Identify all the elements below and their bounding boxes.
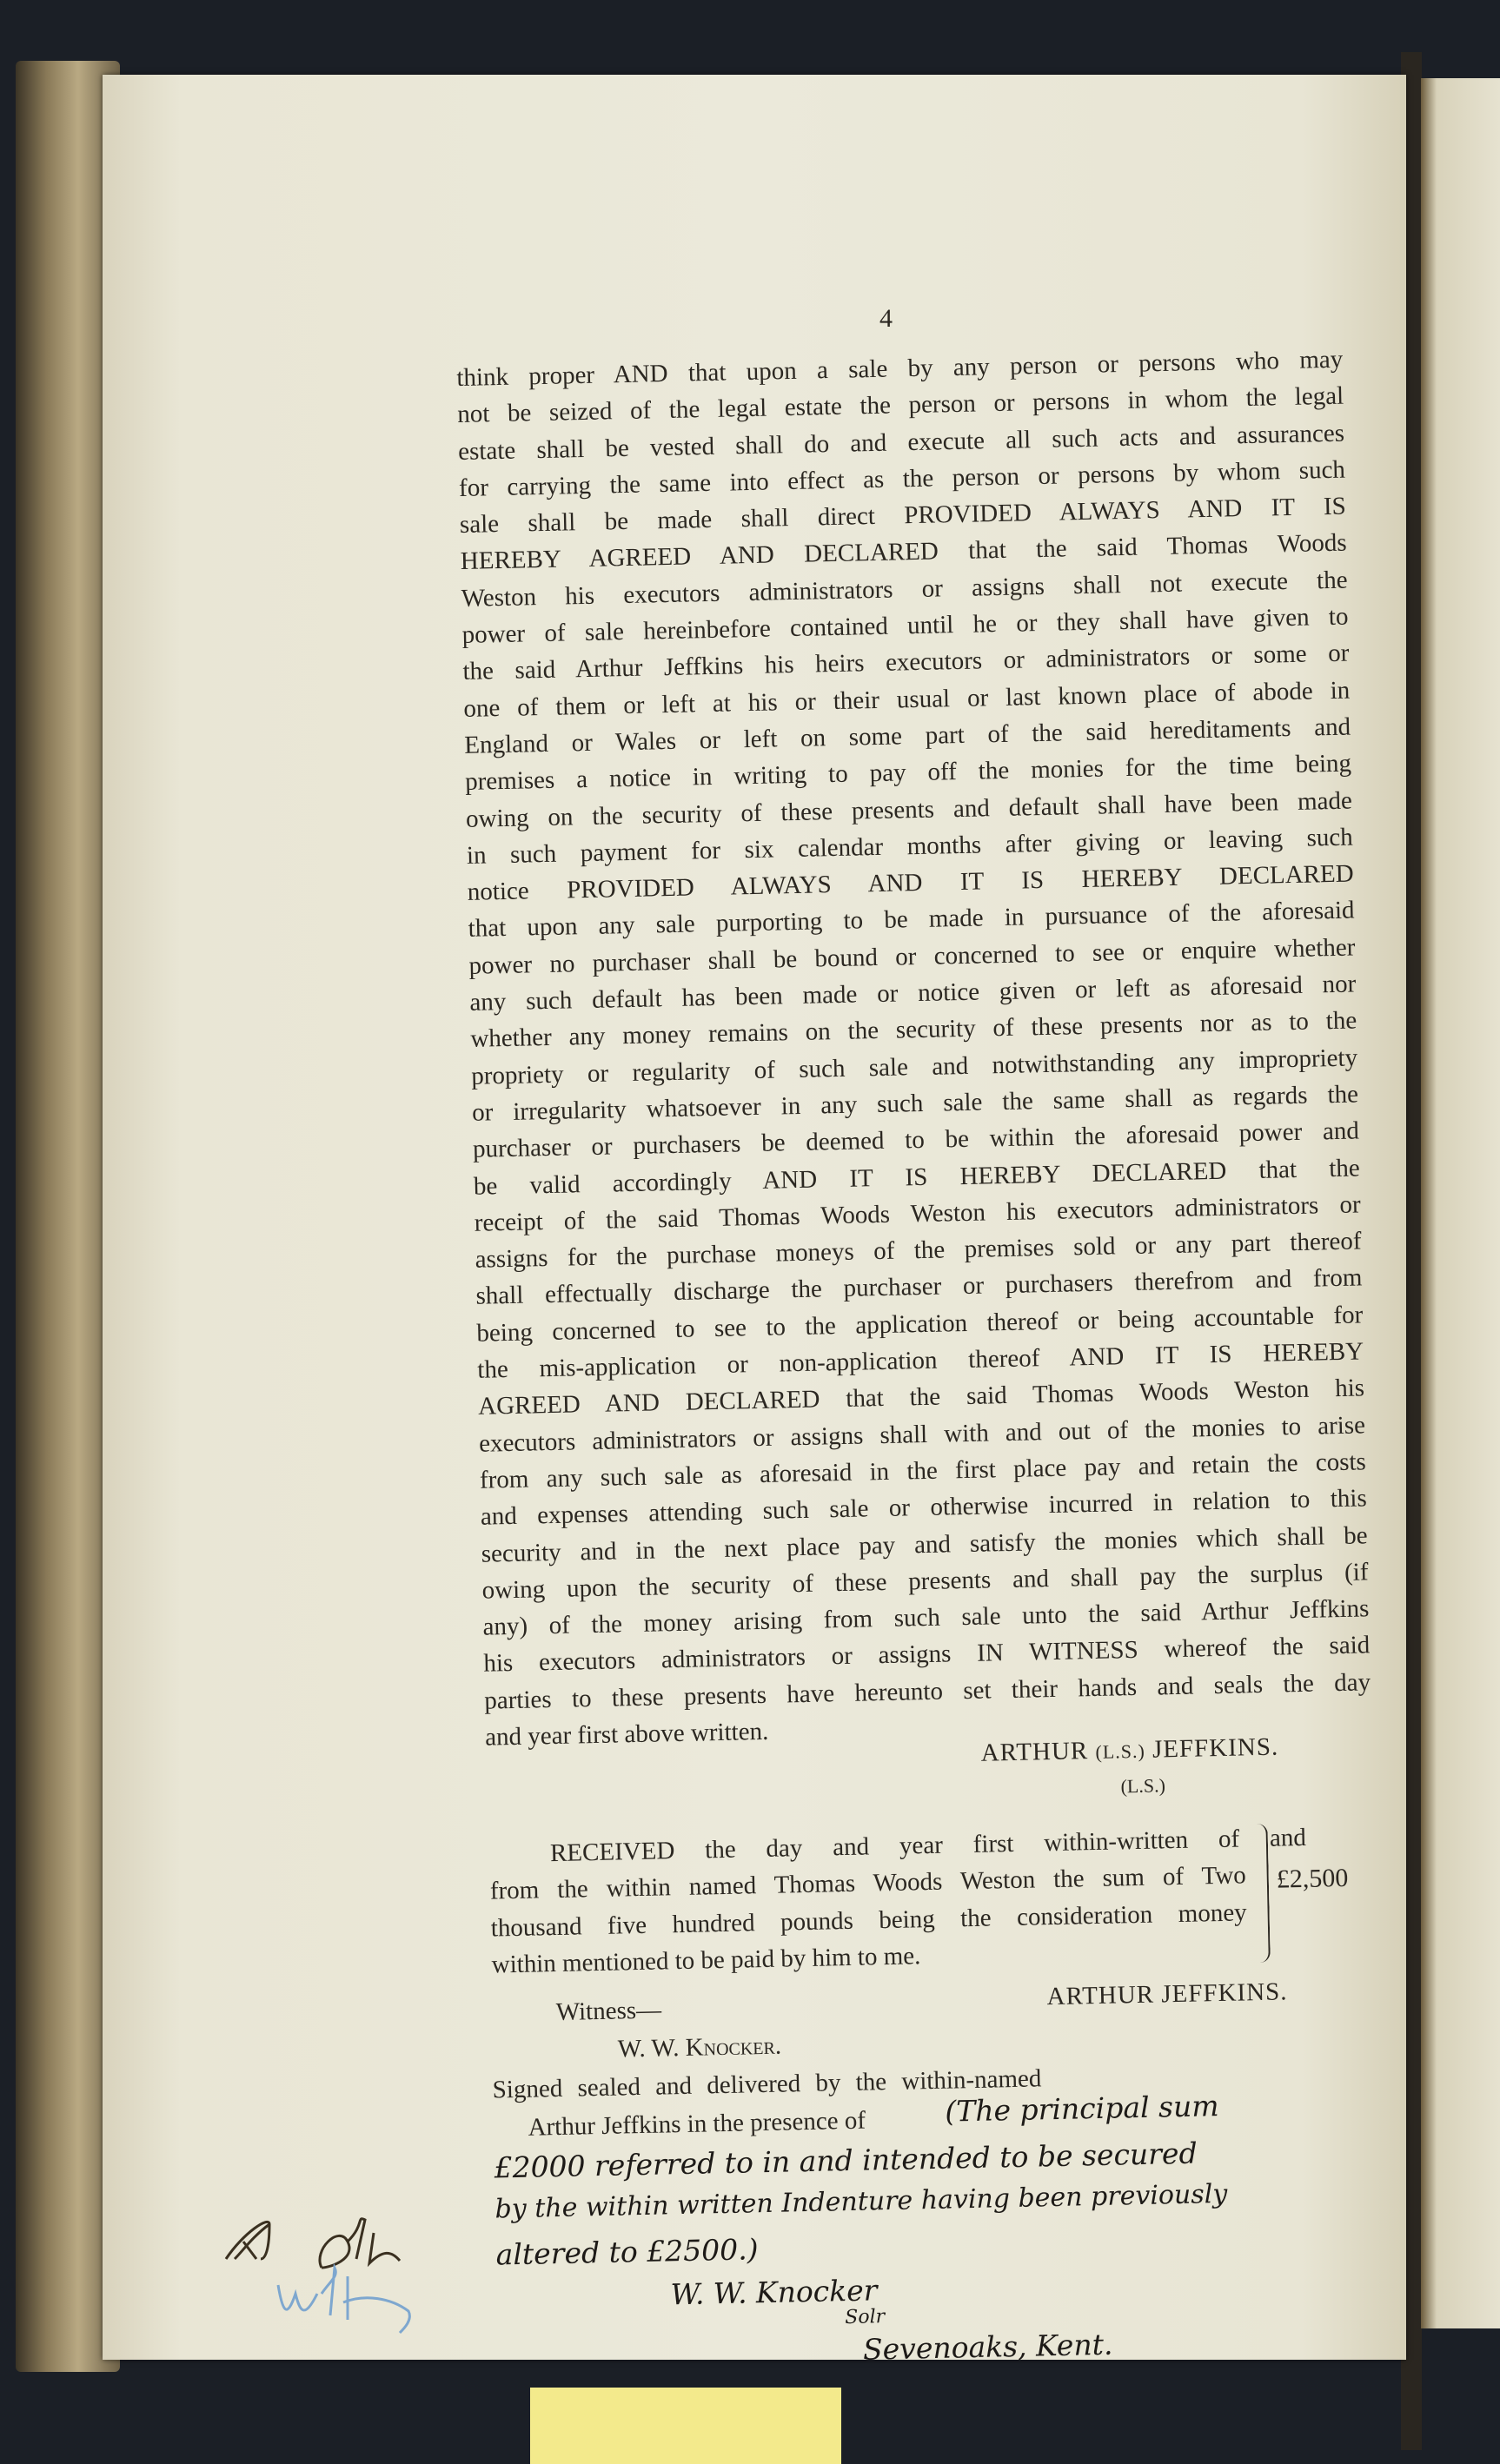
body-paragraph [456,341,1371,1756]
blue-ink-initials-icon [278,2268,409,2333]
witness-label: Witness— [555,1996,662,2027]
text-line: estate shall be vested shall do and execute all such acts and assurances [457,419,1345,466]
text-line: premises a notice in writing to pay off the monies for the time being [464,749,1352,797]
text-line: the said Arthur Jeffkins his heirs executors or administrators or some or [462,639,1350,686]
text-line: RECEIVED the day and year first within-written of and [549,1823,1307,1868]
text-line: any such default has been made or notice given or left as aforesaid nor [469,970,1357,1017]
deed-body [456,341,1371,2367]
text-line: from the within named Thomas Woods Weston the sum of Two [489,1861,1247,1905]
text-line: and year first above written. [484,1717,769,1752]
text-line: owing on the security of these presents and default shall have been made [465,786,1353,833]
page-number: 4 [879,304,893,333]
sticky-note [530,2388,841,2464]
handwritten-place: Sevenoaks, Kent. [862,2327,1113,2367]
adjacent-page-edge [1421,78,1500,2328]
witness-name: W. W. Knocker. [617,2031,782,2063]
text-line: and expenses attending such sale or otherwise incurred in relation to this [480,1484,1368,1531]
text-line: Weston his executors administrators or assigns shall not execute the [461,566,1348,613]
text-line: be valid accordingly AND IT IS HEREBY DECLARED that the [473,1153,1361,1201]
text-line: HEREBY AGREED AND DECLARED that the said Thomas Woods [460,529,1347,576]
handwritten-note-line-4: altered to £2500.) [495,2232,759,2272]
text-line: power of sale hereinbefore contained until he or they shall have given to [461,602,1349,650]
signatory-last-name: JEFFKINS. [1152,1732,1279,1764]
text-line: owing upon the security of these presents and shall pay the surplus (if [481,1558,1369,1605]
text-line: propriety or regularity of such sale and notwithstanding any impropriety [470,1043,1358,1090]
text-line: one of them or left at his or their usual or last known place of abode in [463,676,1351,723]
text-line: notice PROVIDED ALWAYS AND IT IS HEREBY DECLARED [467,859,1354,907]
signatory-first-name: ARTHUR [980,1737,1089,1767]
text-line: or irregularity whatsoever in any such sale the same shall as regards the [471,1080,1359,1127]
receipt-signatory: ARTHUR JEFFKINS. [1046,1977,1288,2011]
text-line: for carrying the same into effect as the person or persons by whom such [458,455,1346,502]
text-line: security and in the next place pay and satisfy the monies which shall be [481,1520,1368,1568]
text-line: within mentioned to be paid by him to me. [491,1942,921,1979]
text-line: the mis-application or non-application thereof AND IT IS HEREBY [477,1337,1364,1384]
text-line: thousand five hundred pounds being the consideration money [490,1898,1247,1943]
handwritten-signature: W. W. Knocker [670,2273,878,2312]
text-line: AGREED AND DECLARED that the said Thomas Woods Weston his [477,1374,1365,1421]
text-line: sale shall be made shall direct PROVIDED ALWAYS AND IT IS [459,492,1347,540]
text-line: not be seized of the legal estate the person or persons in whom the legal [456,381,1344,429]
ink-initials-icon [226,2219,400,2268]
receipt-text [489,1819,1309,1984]
receipt-amount: £2,500 [1276,1863,1349,1894]
text-line: shall effectually discharge the purchaser or purchasers therefrom and from [475,1263,1363,1311]
receipt-block [489,1819,1349,1984]
text-line: purchaser or purchasers be deemed to be within the aforesaid power and [472,1116,1360,1164]
handwritten-title: Solr [845,2306,886,2329]
text-line: that upon any sale purporting to be made in pursuance of the aforesaid [468,896,1355,944]
seal-mark: (L.S.) [1095,1739,1146,1763]
attestation-line-2: Arthur Jeffkins in the presence of [528,2106,866,2142]
text-line: executors administrators or assigns shall with and out of the monies to arise [478,1410,1366,1458]
text-line: being concerned to see to the application thereof or being accountable for [476,1301,1364,1348]
brace-mark [1253,1824,1270,1963]
text-line: think proper AND that upon a sale by any person or persons who may [456,345,1344,392]
text-line: England or Wales or left on some part of the said hereditaments and [463,712,1351,759]
marginal-initials [217,2198,478,2337]
handwritten-note-line-3: by the within written Indenture having been previously [494,2178,1228,2225]
handwritten-note-line-1: (The principal sum [944,2089,1219,2129]
text-line: whether any money remains on the security of these presents nor as to the [470,1006,1357,1054]
seal-mark-2: (L.S.) [1120,1774,1166,1798]
text-line: power no purchaser shall be bound or concerned to see or enquire whether [468,933,1356,980]
text-line: any) of the money arising from such sale unto the said Arthur Jeffkins [482,1594,1370,1641]
text-line: in such payment for six calendar months after giving or leaving such [466,823,1354,870]
attestation-line-1: Signed sealed and delivered by the within-named [492,2064,1042,2104]
text-line: receipt of the said Thomas Woods Weston his executors administrators or [474,1190,1361,1237]
text-line: his executors administrators or assigns IN WITNESS whereof the said [483,1631,1371,1679]
text-line: from any such sale as aforesaid in the first place pay and retain the costs [479,1447,1367,1494]
text-line: parties to these presents have hereunto set their hands and seals the day [483,1667,1371,1715]
handwritten-note-line-2: £2000 referred to in and intended to be secured [494,2136,1198,2185]
text-line: assigns for the purchase moneys of the premises sold or any part thereof [475,1227,1362,1274]
